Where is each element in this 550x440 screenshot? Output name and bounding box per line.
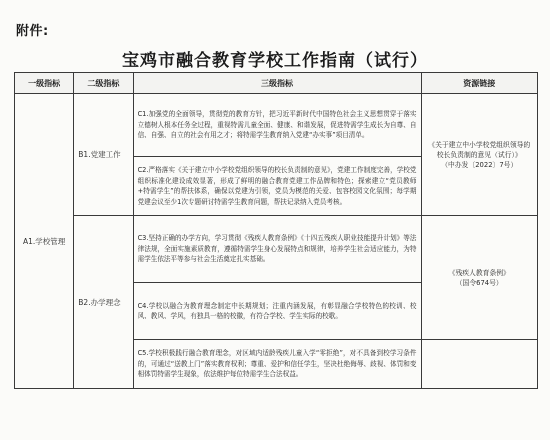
resource-line: （国令674号） <box>455 278 503 287</box>
resource-cell-regulation <box>421 216 537 340</box>
document-title: 宝鸡市融合教育学校工作指南（试行） <box>122 51 428 71</box>
guide-table <box>14 72 538 389</box>
indicator-c4: C4.学校以融合为教育理念制定中长期规划；注重内涵发展，有彰显融合学校特色的校训、校风、教风、学风，有独具一格的校徽，有符合学校、学生实际的校歌。 <box>133 283 421 340</box>
attachment-label: 附件: <box>16 24 49 39</box>
table-header-row <box>15 73 538 94</box>
resource-cell-empty <box>421 340 537 389</box>
indicator-c2: C2.严格落实《关于建立中小学校党组织领导的校长负责制的意见》，党建工作制度完善，学校党组织标准化建设成效显著，形成了鲜明的融合教育党建工作品牌和特色；探索建立“党员教师+特需学生”的帮扶体系，确保以党建为引领，党员为模范的关爱、包容校园文化氛围；每学期党建会议至少1次专题研讨特需学生教育问题，帮扶记录纳入党员考核。 <box>133 157 421 216</box>
header-level3: 三级指标 <box>133 73 421 94</box>
resource-line: 《关于建立中小学校党组织领导的 <box>428 140 531 149</box>
level2-cell-party: B1.党建工作 <box>74 94 133 216</box>
indicator-c3: C3.坚持正确的办学方向，学习贯彻《残疾人教育条例》《十四五残疾人职业技能提升计划》等法律法规，全面实施素质教育，遵循特需学生身心发展特点和规律，培养学生社会适应能力，为特需学生依法平等参与社会生活奠定扎实基础。 <box>133 216 421 283</box>
header-level2: 二级指标 <box>74 73 133 94</box>
resource-line: 《残疾人教育条例》 <box>448 268 510 277</box>
resource-cell-party <box>421 94 537 216</box>
indicator-c5: C5.学校积极践行融合教育理念，对区域内适龄残疾儿童入学“零拒绝”，对不具备到校学习条件的，可通过“送教上门”落实教育权利；尊重、爱护和信任学生，坚决杜绝侮辱、歧视、体罚和变相体罚特需学生现象，依法维护每位特需学生合法权益。 <box>133 340 421 389</box>
header-resource: 资源链接 <box>421 73 537 94</box>
level1-cell: A1.学校管理 <box>15 94 74 389</box>
resource-line: 校长负责制的意见（试行）》 <box>436 150 522 159</box>
header-level1: 一级指标 <box>15 73 74 94</box>
level2-cell-philosophy: B2.办学理念 <box>74 216 133 389</box>
indicator-c1: C1.加强党的全面领导，贯彻党的教育方针，把习近平新时代中国特色社会主义思想贯穿于落实立德树人根本任务全过程，重视特需儿童全面、健康、和谐发展，促进特需学生成长为自尊、自信、自强、自立的社会有用之才；将特需学生教育纳入党建“办实事”项目清单。 <box>133 94 421 157</box>
resource-line: （中办发〔2022〕7号） <box>441 160 518 169</box>
table-row <box>15 216 538 283</box>
table-row <box>15 94 538 157</box>
